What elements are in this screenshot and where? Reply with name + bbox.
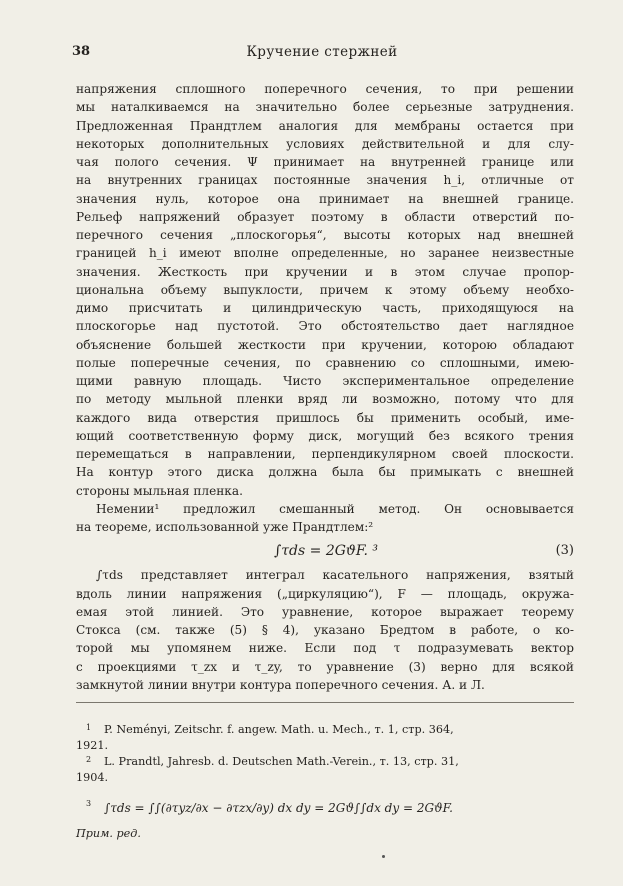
text-line: ющий соответственную форму диск, могущий без всякого трения — [76, 428, 574, 443]
main-text — [76, 80, 574, 694]
text-line: по методу мыльной пленки вряд ли возможно, потому что для — [76, 392, 574, 407]
text-line: напряжения сплошного поперечного сечения, то при решении — [76, 82, 574, 96]
text-line: вдоль линии напряжения („циркуляцию“), F — площадь, окружа- — [76, 586, 574, 601]
footnotes — [76, 722, 574, 842]
text-line: Рельеф напряжений образует поэтому в области отверстий по- — [76, 209, 574, 224]
footnote-1 — [76, 722, 574, 754]
footnote-divider — [76, 702, 574, 703]
text-line: чая полого сечения. Ψ принимает на внутренней границе или — [76, 155, 574, 169]
text-line: каждого вида отверстия пришлось бы применить особый, име- — [76, 410, 574, 425]
footnote-formula: ∫τds = ∫∫(∂τyz/∂x − ∂τzx/∂y) dx dy = 2Gϑ∫∫dx dy = 2GϑF. — [104, 801, 453, 815]
footnote-2 — [76, 754, 574, 786]
running-title: Кручение стержней — [246, 44, 398, 60]
footnote-marker: 2 — [86, 755, 92, 764]
text-line: ∫τds представляет интеграл касательного напряжения, взятый — [96, 568, 574, 583]
text-line: значения нуль, которое она принимает на внешней границе. — [76, 191, 574, 206]
text-line: замкнутой линии внутри контура поперечного сечения. А. и Л. — [76, 677, 485, 692]
editor-note: Прим. ред. — [76, 827, 141, 840]
footnote-3 — [76, 792, 574, 826]
text-line: мы наталкиваемся на значительно более серьезные затруднения. — [76, 100, 574, 115]
text-line: циональна объему выпуклости, причем к этому объему необхо- — [76, 282, 574, 297]
footnote-continuation: 1904. — [76, 771, 109, 784]
text-line: щими равную площадь. Чисто экспериментальное определение — [76, 374, 574, 388]
text-line: полые поперечные сечения, по сравнению со сплошными, имею- — [76, 355, 574, 370]
text-line: с проекциями τ_zx и τ_zy, то уравнение (3) верно для всякой — [76, 659, 574, 674]
footnote-text: P. Neményi, Zeitschr. f. angew. Math. u. Mech., т. 1, стр. 364, — [104, 723, 454, 736]
text-line: Стокса (см. также (5) § 4), указано Бредтом в работе, о ко- — [76, 623, 574, 637]
text-line: границей h_i имеют вполне определенные, но заранее неизвестные — [76, 246, 574, 261]
text-line: Предложенная Прандтлем аналогия для мембраны остается при — [76, 118, 574, 133]
text-line: емая этой линией. Это уравнение, которое выражает теорему — [76, 604, 574, 619]
text-line: димо присчитать и цилиндрическую часть, приходящуюся на — [76, 301, 574, 315]
text-line: объяснение большей жесткости при кручении, которою обладают — [76, 337, 574, 352]
equation-3 — [76, 536, 574, 566]
footnote-marker: 1 — [86, 723, 92, 732]
page-header — [72, 44, 572, 62]
text-line: стороны мыльная пленка. — [76, 483, 243, 498]
text-line: некоторых дополнительных условиях действительной и для слу- — [76, 136, 574, 151]
footnote-text: L. Prandtl, Jahresb. d. Deutschen Math.-Verein., т. 13, стр. 31, — [104, 755, 459, 768]
equation-expression: ∫τds = 2GϑF. ³ — [274, 543, 378, 560]
page-number: 38 — [72, 44, 91, 59]
text-line: перечного сечения „плоскогорья“, высоты которых над внешней — [76, 228, 574, 242]
text-line: Немении¹ предложил смешанный метод. Он основывается — [96, 501, 574, 516]
equation-number: (3) — [555, 543, 574, 559]
text-line: торой мы упомянем ниже. Если под τ подразумевать вектор — [76, 641, 574, 656]
text-line: перемещаться в направлении, перпендикулярном своей плоскости. — [76, 447, 574, 461]
text-line: значения. Жесткость при кручении и в этом случае пропор- — [76, 264, 574, 279]
text-line: На контур этого диска должна была бы примыкать с внешней — [76, 465, 574, 480]
print-speck — [382, 855, 385, 858]
footnote-marker: 3 — [86, 799, 92, 808]
footnote-continuation: 1921. — [76, 739, 109, 752]
text-line: на внутренних границах постоянные значения h_i, отличные от — [76, 173, 574, 188]
text-line: на теореме, использованной уже Прандтлем:² — [76, 520, 374, 534]
text-line: плоскогорье над пустотой. Это обстоятельство дает наглядное — [76, 319, 574, 334]
